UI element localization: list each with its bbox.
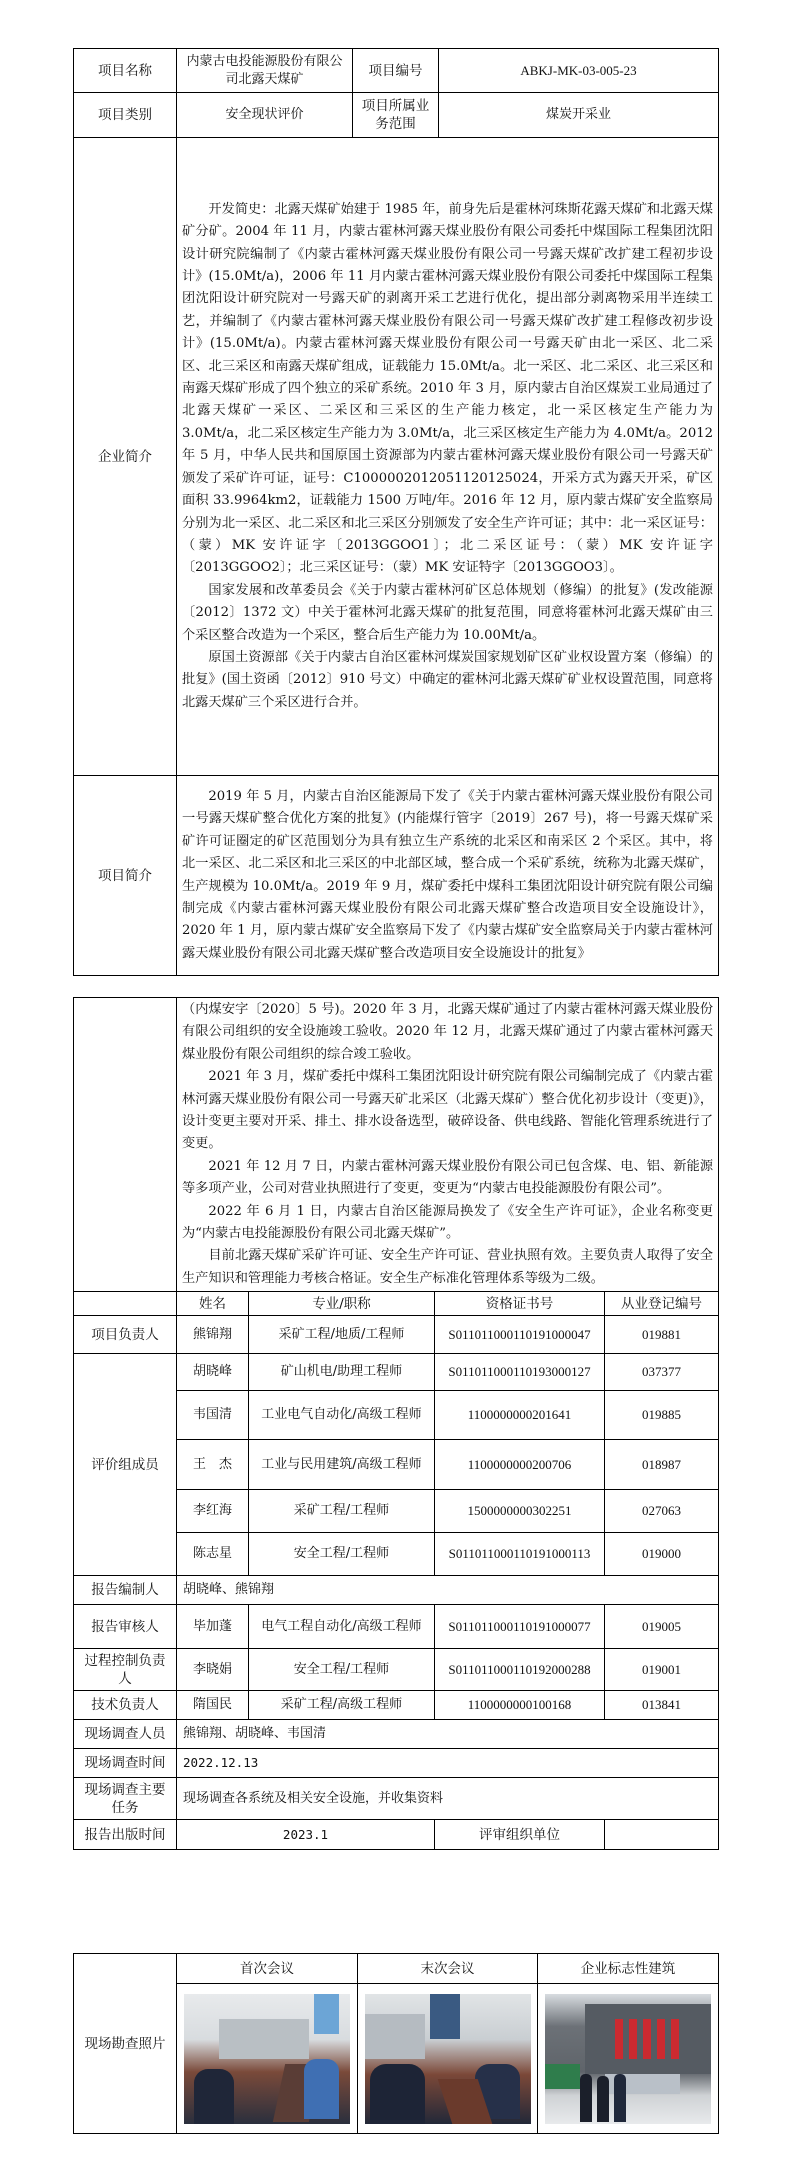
person-name: 韦国清	[177, 1391, 249, 1440]
personnel-table	[73, 997, 719, 1850]
survey-task-value: 现场调查各系统及相关安全设施，并收集资料	[177, 1778, 719, 1820]
person-cert: S011011000110191000077	[435, 1605, 605, 1649]
process-control-label: 过程控制负责人	[74, 1649, 177, 1691]
person-cert: S011011000110193000127	[435, 1354, 605, 1391]
reviewer-label: 报告审核人	[74, 1605, 177, 1649]
person-title: 工业与民用建筑/高级工程师	[249, 1440, 435, 1490]
person-cert: S011011000110192000288	[435, 1649, 605, 1691]
photo-caption: 首次会议	[177, 1954, 358, 1984]
project-no-label: 项目编号	[353, 49, 439, 93]
photo-cell	[358, 1984, 538, 2134]
person-reg: 019885	[605, 1391, 719, 1440]
project-intro-paragraph: 2019 年 5 月，内蒙古自治区能源局下发了《关于内蒙古霍林河露天煤业股份有限公司一号露天煤矿整合优化方案的批复》(内能煤行管字〔2019〕267 号)，将一号露天煤矿采矿许可证圈定的矿区范围划分为具有独立生产系统的北采区和南采区 2 个采区。其中，将北一采区、北二采区和北三采区的中北部区域，整合成一个采矿系统，统称为北露天煤矿，生产规模为 10.0Mt/a。2019 年 9 月，煤矿委托中煤科工集团沈阳设计研究院有限公司编制完成《内蒙古霍林河露天煤业股份有限公司北露天煤矿整合改造项目安全设施设计》，2020 年 1 月，原内蒙古煤矿安全监察局下发了《内蒙古煤矿安全监察局关于内蒙古霍林河露天煤业股份有限公司北露天煤矿整合改造项目安全设施设计的批复》	[182, 788, 713, 961]
project-name-value: 内蒙古电投能源股份有限公司北露天煤矿	[177, 49, 353, 93]
person-name: 李晓娟	[177, 1649, 249, 1691]
person-title: 安全工程/工程师	[249, 1649, 435, 1691]
person-title: 采矿工程/地质/工程师	[249, 1316, 435, 1354]
person-cert: 1100000000201641	[435, 1391, 605, 1440]
survey-time-label: 现场调查时间	[74, 1749, 177, 1778]
header-spacer	[74, 1292, 177, 1316]
person-reg: 037377	[605, 1354, 719, 1391]
person-cert: 1100000000100168	[435, 1691, 605, 1720]
company-intro-paragraph: 开发简史：北露天煤矿始建于 1985 年，前身先后是霍林河珠斯花露天煤矿和北露天煤矿分矿。2004 年 11 月，内蒙古霍林河露天煤业股份有限公司委托中煤国际工程集团沈阳设计研究院编制了《内蒙古霍林河露天煤业股份有限公司一号露天煤矿改扩建工程初步设计》(15.0Mt/a)，2006 年 11 月内蒙古霍林河露天煤业股份有限公司委托中煤国际工程集团沈阳设计研究院对一号露天矿的剥离开采工艺进行优化，提出部分剥离物采用半连续工艺，并编制了《内蒙古霍林河露天煤业股份有限公司一号露天煤矿改扩建工程修改初步设计》(15.0Mt/a)。内蒙古霍林河露天煤业股份有限公司一号露天矿由北一采区、北二采区、北三采区和南露天煤矿组成，证载能力 15.0Mt/a。北一采区、北二采区、北三采区和南露天煤矿形成了四个独立的采矿系统。2010 年 3 月，原内蒙古自治区煤炭工业局通过了北露天煤矿一采区、二采区和三采区的生产能力核定，北一采区核定生产能力为 3.0Mt/a，北二采区核定生产能力为 3.0Mt/a，北三采区核定生产能力为 4.0Mt/a。2012 年 5 月，中华人民共和国原国土资源部为内蒙古霍林河露天煤业股份有限公司一号露天矿颁发了采矿许可证，证号：C1000002012051120125024，开采方式为露天开采，矿区面积 33.9964km2，证载能力 1500 万吨/年。2016 年 12 月，原内蒙古煤矿安全监察局分别为北一采区、北二采区和北三采区分别颁发了安全生产许可证；其中：北一采区证号：（蒙）MK 安许证字〔2013GGOO1〕；北二采区证号：（蒙）MK 安许证字〔2013GGOO2〕；北三采区证号：（蒙）MK 安证特字〔2013GGOO3〕。	[182, 201, 713, 576]
business-scope-value: 煤炭开采业	[439, 93, 719, 138]
project-name-label: 项目名称	[74, 49, 177, 93]
project-type-label: 项目类别	[74, 93, 177, 138]
project-leader-label: 项目负责人	[74, 1316, 177, 1354]
photos-table	[73, 1953, 719, 2134]
tech-lead-label: 技术负责人	[74, 1691, 177, 1720]
person-reg: 027063	[605, 1490, 719, 1533]
table-row	[74, 1649, 719, 1691]
person-title: 安全工程/工程师	[249, 1533, 435, 1576]
company-intro-paragraph: 原国土资源部《关于内蒙古自治区霍林河煤炭国家规划矿区矿业权设置方案（修编）的批复》(国土资函〔2012〕910 号文）中确定的霍林河北露天煤矿矿业权设置范围，同意将北露天煤矿三个采区进行合并。	[182, 649, 713, 710]
person-title: 采矿工程/工程师	[249, 1490, 435, 1533]
col-header-name: 姓名	[177, 1292, 249, 1316]
review-org-label: 评审组织单位	[435, 1820, 605, 1850]
person-reg: 013841	[605, 1691, 719, 1720]
photo-caption: 末次会议	[358, 1954, 538, 1984]
person-name: 李红海	[177, 1490, 249, 1533]
person-name: 陈志星	[177, 1533, 249, 1576]
company-intro-label: 企业简介	[74, 138, 177, 776]
members-label: 评价组成员	[74, 1354, 177, 1576]
person-title: 矿山机电/助理工程师	[249, 1354, 435, 1391]
survey-task-label: 现场调查主要任务	[74, 1778, 177, 1820]
photos-label: 现场勘查照片	[74, 1954, 177, 2134]
project-intro-continuation-spacer	[74, 998, 177, 1292]
table-row	[74, 1354, 719, 1391]
table-row	[74, 1691, 719, 1720]
survey-time-value: 2022.12.13	[177, 1749, 719, 1778]
project-intro-paragraph: 2022 年 6 月 1 日，内蒙古自治区能源局换发了《安全生产许可证》，企业名称变更为“内蒙古电投能源股份有限公司北露天煤矿”。	[182, 1203, 714, 1242]
project-intro-text-part2	[177, 998, 719, 1292]
person-reg: 019881	[605, 1316, 719, 1354]
survey-staff-value: 熊锦翔、胡晓峰、韦国清	[177, 1720, 719, 1749]
review-org-value	[605, 1820, 719, 1850]
project-intro-text-part1	[177, 776, 719, 976]
person-name: 毕加蓬	[177, 1605, 249, 1649]
company-intro-text	[177, 138, 719, 776]
project-intro-paragraph: （内煤安字〔2020〕5 号)。2020 年 3 月，北露天煤矿通过了内蒙古霍林河露天煤业股份有限公司组织的安全设施竣工验收。2020 年 12 月，北露天煤矿通过了内蒙古霍林河露天煤业股份有限公司组织的综合竣工验收。	[182, 1002, 714, 1062]
project-intro-paragraph: 目前北露天煤矿采矿许可证、安全生产许可证、营业执照有效。主要负责人取得了安全生产知识和管理能力考核合格证。安全生产标准化管理体系等级为二级。	[182, 1248, 714, 1286]
first-meeting-photo	[184, 1994, 350, 2124]
table-row	[74, 1605, 719, 1649]
project-intro-label: 项目简介	[74, 776, 177, 976]
person-name: 胡晓峰	[177, 1354, 249, 1391]
publish-time-label: 报告出版时间	[74, 1820, 177, 1850]
person-name: 隋国民	[177, 1691, 249, 1720]
last-meeting-photo	[365, 1994, 531, 2124]
photo-caption: 企业标志性建筑	[538, 1954, 719, 1984]
project-intro-paragraph: 2021 年 12 月 7 日，内蒙古霍林河露天煤业股份有限公司已包含煤、电、铝、新能源等多项产业，公司对营业执照进行了变更，变更为“内蒙古电投能源股份有限公司”。	[182, 1158, 714, 1197]
person-reg: 018987	[605, 1440, 719, 1490]
survey-staff-label: 现场调查人员	[74, 1720, 177, 1749]
person-reg: 019005	[605, 1605, 719, 1649]
person-name: 王 杰	[177, 1440, 249, 1490]
publish-time-value: 2023.1	[177, 1820, 435, 1850]
person-cert: S011011000110191000113	[435, 1533, 605, 1576]
project-intro-paragraph: 2021 年 3 月，煤矿委托中煤科工集团沈阳设计研究院有限公司编制完成了《内蒙古霍林河露天煤业股份有限公司一号露天矿北采区（北露天煤矿）整合优化初步设计（变更)》，设计变更主要对开采、排土、排水设备选型，破碎设备、供电线路、智能化管理系统进行了变更。	[182, 1069, 714, 1152]
business-scope-label: 项目所属业务范围	[353, 93, 439, 138]
person-reg: 019001	[605, 1649, 719, 1691]
landmark-building-photo	[545, 1994, 711, 2124]
person-cert: 1100000000200706	[435, 1440, 605, 1490]
photo-cell	[538, 1984, 719, 2134]
report-writers-value: 胡晓峰、熊锦翔	[177, 1576, 719, 1605]
report-writer-label: 报告编制人	[74, 1576, 177, 1605]
col-header-title: 专业/职称	[249, 1292, 435, 1316]
table-row	[74, 1316, 719, 1354]
person-name: 熊锦翔	[177, 1316, 249, 1354]
project-info-table	[73, 48, 719, 976]
person-cert: S011011000110191000047	[435, 1316, 605, 1354]
person-reg: 019000	[605, 1533, 719, 1576]
col-header-cert: 资格证书号	[435, 1292, 605, 1316]
person-cert: 1500000000302251	[435, 1490, 605, 1533]
project-type-value: 安全现状评价	[177, 93, 353, 138]
person-title: 采矿工程/高级工程师	[249, 1691, 435, 1720]
col-header-reg: 从业登记编号	[605, 1292, 719, 1316]
project-no-value: ABKJ-MK-03-005-23	[439, 49, 719, 93]
person-title: 电气工程自动化/高级工程师	[249, 1605, 435, 1649]
company-intro-paragraph: 国家发展和改革委员会《关于内蒙古霍林河矿区总体规划（修编）的批复》(发改能源〔2012〕1372 文）中关于霍林河北露天煤矿的批复范围，同意将霍林河北露天煤矿由三个采区整合改造为一个采区，整合后生产能力为 10.00Mt/a。	[182, 582, 713, 643]
photo-cell	[177, 1984, 358, 2134]
person-title: 工业电气自动化/高级工程师	[249, 1391, 435, 1440]
